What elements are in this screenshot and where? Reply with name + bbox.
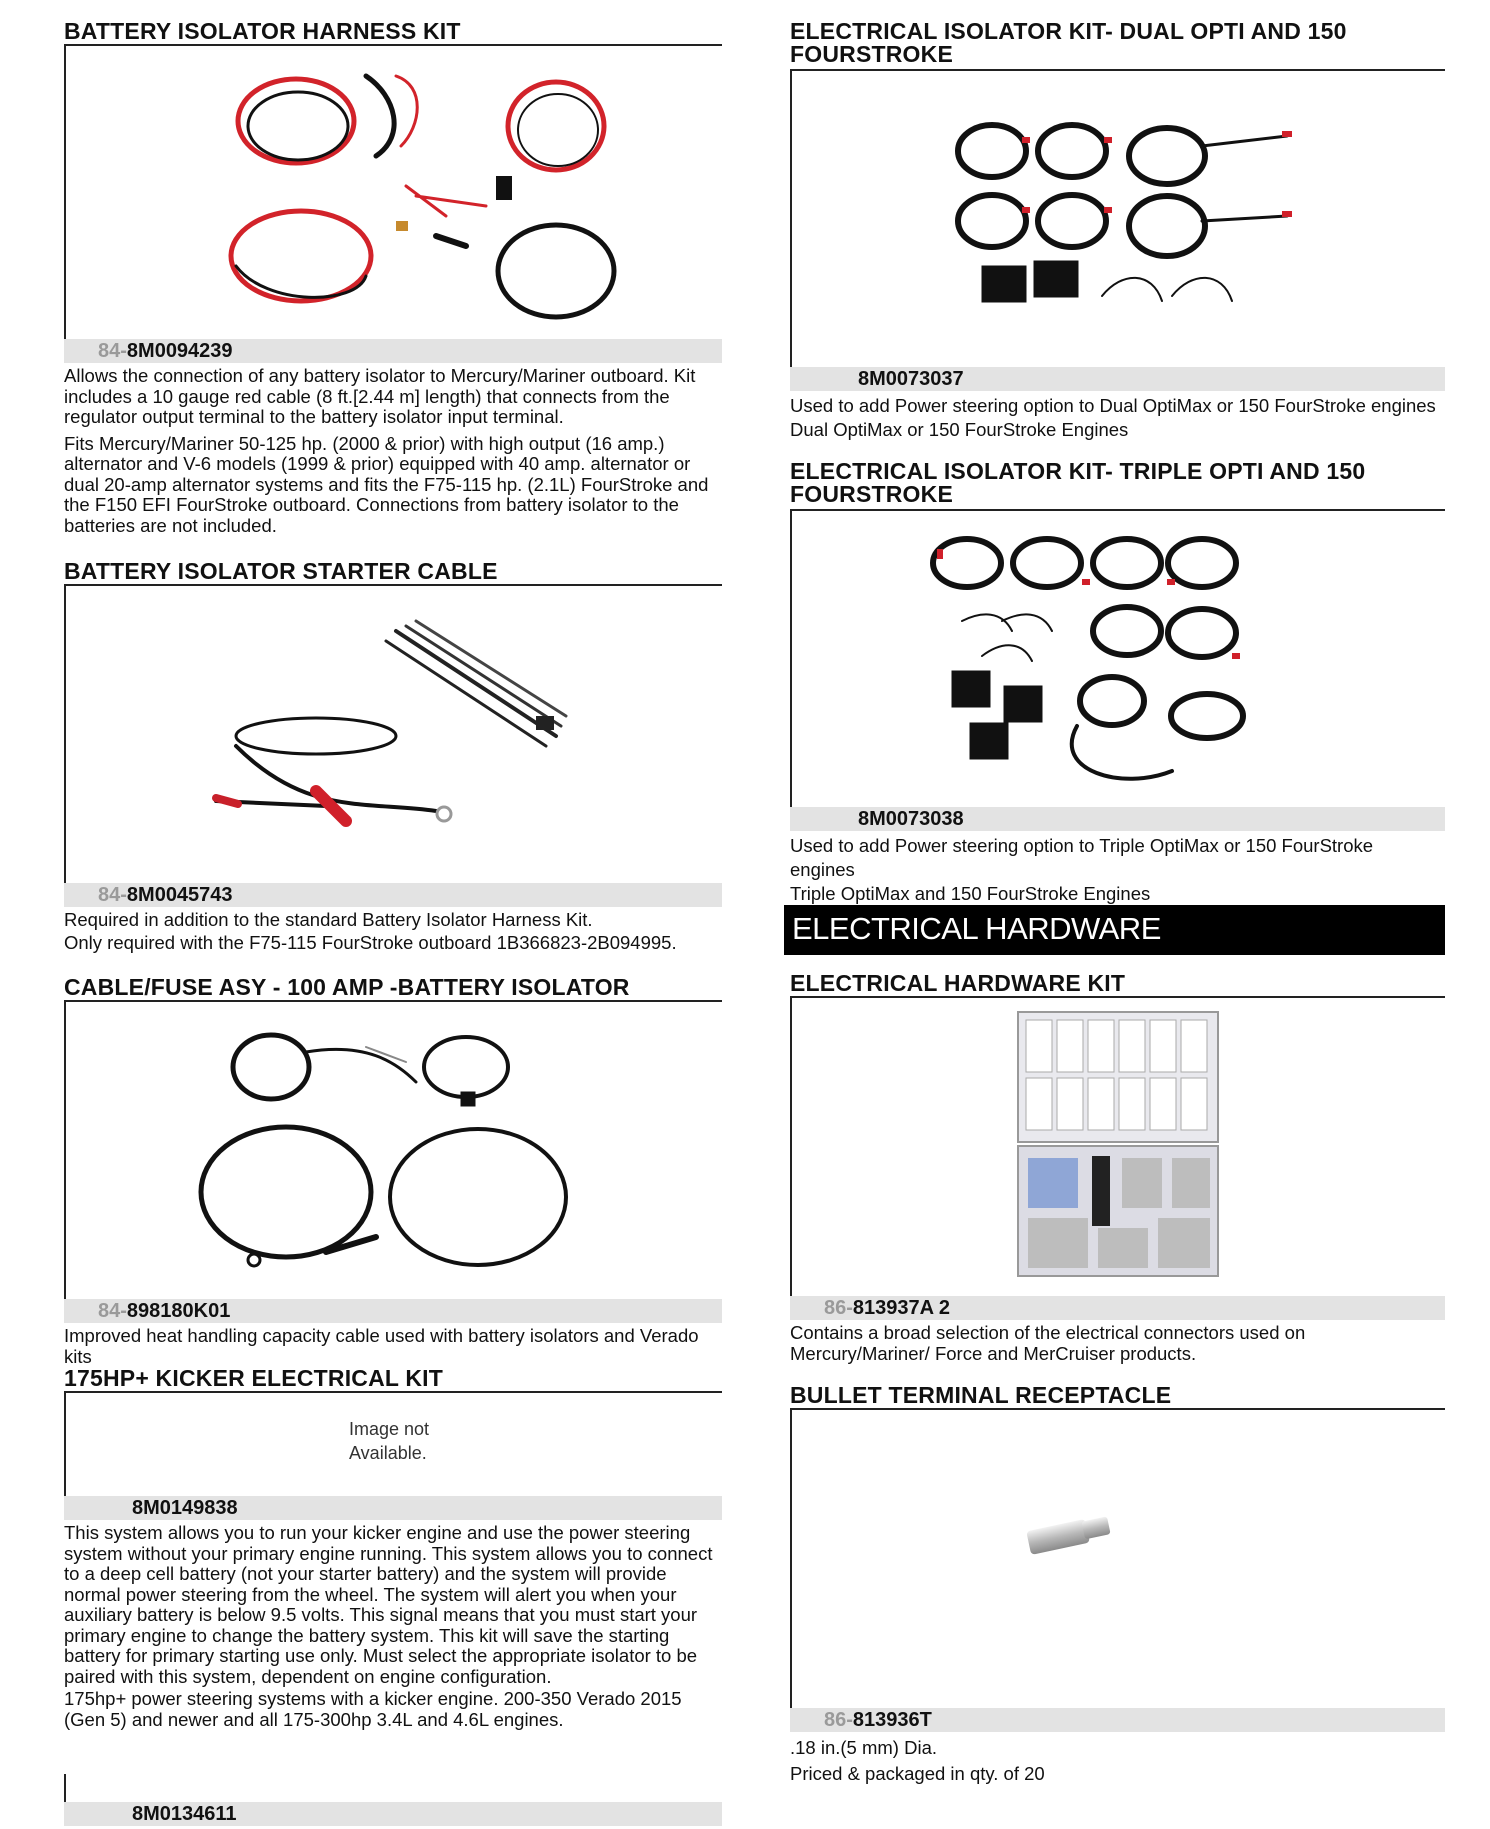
image-na-line: Image not xyxy=(349,1419,430,1439)
product-title: CABLE/FUSE ASY - 100 AMP -BATTERY ISOLATOR xyxy=(64,974,630,1000)
product-image-frame xyxy=(64,1393,722,1496)
triple-opti-kit-image xyxy=(792,511,1445,807)
description-paragraph: Contains a broad selection of the electrical connectors used on Mercury/Mariner/ Force and MerCruiser products. xyxy=(790,1322,1306,1364)
part-number-bar xyxy=(64,883,722,907)
product-triple-opti-kit xyxy=(790,460,1445,906)
product-image-frame xyxy=(64,46,722,339)
product-image-frame xyxy=(790,511,1445,807)
product-description xyxy=(64,366,714,536)
part-number: 8M0134611 xyxy=(132,1803,237,1825)
product-description xyxy=(64,1326,714,1367)
part-number-bar xyxy=(790,367,1445,391)
description-paragraph: Used to add Power steering option to Triple OptiMax or 150 FourStroke engines xyxy=(790,835,1374,880)
description-paragraph: Only required with the F75-115 FourStroke outboard 1B366823-2B094995. xyxy=(64,931,677,953)
hardware-kit-image xyxy=(792,998,1445,1296)
part-prefix: 86- xyxy=(824,1297,853,1319)
part-number: 813936T xyxy=(852,1709,932,1731)
bullet-terminal-image xyxy=(792,1410,1445,1708)
description-paragraph: Allows the connection of any battery isolator to Mercury/Mariner outboard. Kit includes a 10 gauge red cable (8 ft.[2.44 m] length) that connects from the regulator output terminal to the battery isolator input terminal. xyxy=(64,365,696,427)
product-kicker-electrical-kit xyxy=(64,1367,722,1736)
product-title: BULLET TERMINAL RECEPTACLE xyxy=(790,1382,1172,1408)
product-bullet-terminal-receptacle xyxy=(790,1384,1445,1787)
part-number: 8M0073037 xyxy=(858,368,964,390)
part-number: 8M0073038 xyxy=(858,808,964,830)
part-prefix: 84- xyxy=(98,884,127,906)
product-image-frame xyxy=(790,998,1445,1296)
part-number-bar xyxy=(64,1802,722,1826)
product-battery-isolator-starter-cable xyxy=(64,560,722,959)
description-paragraph: Required in addition to the standard Battery Isolator Harness Kit. xyxy=(64,909,593,930)
description-paragraph: Improved heat handling capacity cable used with battery isolators and Verado kits xyxy=(64,1325,699,1367)
description-paragraph: This system allows you to run your kicker engine and use the power steering system without your primary engine running. This system allows you to connect to a deep cell battery (not your starter battery) and the system will provide normal power steering from the wheel. The system will alert you when your auxiliary battery is below 9.5 volts. This signal means that you must start your primary engine to change the battery system. This kit will save the starting battery for primary starting use only. Must select the appropriate isolator to be paired with this system, dependent on engine configuration. xyxy=(64,1522,713,1687)
part-number-bar xyxy=(64,1496,722,1520)
description-paragraph: Triple OptiMax and 150 FourStroke Engines xyxy=(790,883,1151,904)
cable-fuse-image xyxy=(66,1002,722,1299)
description-paragraph: 175hp+ power steering systems with a kicker engine. 200-350 Verado 2015 (Gen 5) and newer and all 175-300hp 3.4L and 4.6L engines. xyxy=(64,1688,682,1730)
product-image-frame xyxy=(64,586,722,883)
product-title: BATTERY ISOLATOR HARNESS KIT xyxy=(64,18,461,44)
product-image-frame xyxy=(790,71,1445,367)
description-paragraph: .18 in.(5 mm) Dia. xyxy=(790,1737,938,1758)
description-paragraph: Used to add Power steering option to Dual OptiMax or 150 FourStroke engines xyxy=(790,395,1436,416)
product-description xyxy=(790,394,1440,442)
product-title: ELECTRICAL HARDWARE KIT xyxy=(790,970,1126,996)
part-number-bar xyxy=(64,1299,722,1323)
image-na-line: Available. xyxy=(349,1443,427,1463)
product-image-frame xyxy=(64,1002,722,1299)
product-dual-opti-kit xyxy=(790,20,1445,442)
part-number-bar xyxy=(64,339,722,363)
product-description xyxy=(790,834,1440,906)
product-title: 175HP+ KICKER ELECTRICAL KIT xyxy=(64,1365,443,1391)
product-electrical-hardware-kit xyxy=(790,972,1445,1370)
product-image-frame xyxy=(790,1410,1445,1708)
product-title: ELECTRICAL ISOLATOR KIT- TRIPLE OPTI AND 150 FOURSTROKE xyxy=(790,458,1366,507)
section-header-electrical-hardware: ELECTRICAL HARDWARE xyxy=(784,905,1445,955)
image-not-available xyxy=(349,1417,429,1465)
dual-opti-kit-image xyxy=(792,71,1445,367)
part-number-bar xyxy=(790,1296,1445,1320)
part-number: 813937A 2 xyxy=(852,1297,951,1319)
description-paragraph: Dual OptiMax or 150 FourStroke Engines xyxy=(790,419,1129,440)
product-description xyxy=(790,1735,1440,1787)
product-description xyxy=(790,1323,1440,1364)
part-number-bar xyxy=(790,1708,1445,1732)
product-description xyxy=(64,1523,719,1730)
harness-kit-image xyxy=(66,46,722,339)
product-image-frame xyxy=(64,1774,722,1802)
product-cable-fuse-asy xyxy=(64,976,722,1373)
part-number: 8M0149838 xyxy=(132,1497,238,1519)
part-number: 8M0045743 xyxy=(126,884,233,906)
part-number-bar xyxy=(790,807,1445,831)
product-battery-isolator-harness-kit xyxy=(64,20,722,542)
starter-cable-image xyxy=(66,586,722,883)
part-number: 8M0094239 xyxy=(126,340,233,362)
description-paragraph: Fits Mercury/Mariner 50-125 hp. (2000 & prior) with high output (16 amp.) alternator and V-6 models (1999 & prior) equipped with 40 amp. alternator or dual 20-amp alternator systems and fits the F75-115 hp. (2.1L) FourStroke and the F150 EFI FourStroke outboard. Connections from battery isolator to the batteries are not included. xyxy=(64,432,709,536)
part-prefix: 86- xyxy=(824,1709,853,1731)
product-description xyxy=(64,910,714,953)
product-title: BATTERY ISOLATOR STARTER CABLE xyxy=(64,558,498,584)
part-number: 898180K01 xyxy=(126,1300,231,1322)
product-title: ELECTRICAL ISOLATOR KIT- DUAL OPTI AND 150 FOURSTROKE xyxy=(790,18,1347,67)
part-prefix: 84- xyxy=(98,1300,127,1322)
part-prefix: 84- xyxy=(98,340,127,362)
product-bottom-item xyxy=(64,1774,722,1826)
description-paragraph: Priced & packaged in qty. of 20 xyxy=(790,1763,1045,1784)
